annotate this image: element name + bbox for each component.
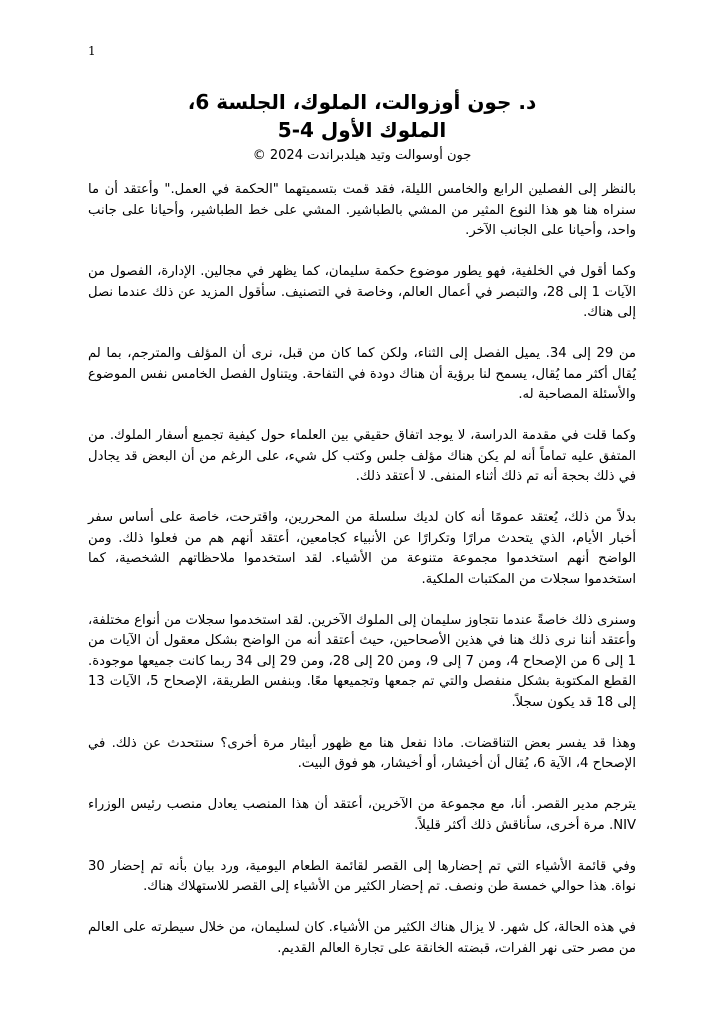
paragraph-4: وكما قلت في مقدمة الدراسة، لا يوجد اتفاق حقيقي بين العلماء حول كيفية تجميع أسفار الملوك. من المتفق عليه تماماً أنه لم يكن هناك مؤلف جلس وكتب كل شيء، على الرغم من أن البعض قد يجادل في ذلك بحجة أنه تم ذلك أثناء المنفى. لا أعتقد ذلك. bbox=[88, 428, 636, 484]
document-title bbox=[90, 88, 634, 144]
title-line-2: الملوك الأول 4-5 bbox=[277, 118, 447, 142]
paragraph-1: بالنظر إلى الفصلين الرابع والخامس الليلة، فقد قمت بتسميتهما "الحكمة في العمل." وأعتقد أن ما سنراه هنا هو هذا النوع المثير من المشي بالطباشير. المشي على خط الطباشير، وأحيانا على جانب واحد، وأحيانا على الجانب الآخر. bbox=[88, 182, 636, 238]
paragraph-7: وهذا قد يفسر بعض التناقضات. ماذا نفعل هنا مع ظهور أبيثار مرة أخرى؟ سنتحدث عن ذلك. في الإصحاح 4، الآية 6، يُقال أن أخيشار، أو أخيشار، هو فوق البيت. bbox=[88, 735, 636, 771]
paragraph-5: بدلاً من ذلك، يُعتقد عمومًا أنه كان لديك سلسلة من المحررين، واقترحت، خاصة على أساس سفر أخبار الأيام، الذي يتحدث مرارًا وتكرارًا عن الأنبياء كجامعين، أعتقد أنهم هم من فعلوا ذلك. ومن الواضح أنهم استخدموا مجموعة متنوعة من الأشياء. لقد استخدموا ملاحظاتهم الشخصية، كما استخدموا سجلات من المكتبات الملكية. bbox=[88, 510, 636, 587]
document-body bbox=[88, 180, 636, 980]
page-number: 1 bbox=[88, 44, 96, 58]
paragraph-9: وفي قائمة الأشياء التي تم إحضارها إلى القصر لقائمة الطعام اليومية، ورد بيان بأنه تم إحضار 30 نواة. هذا حوالي خمسة طن ونصف. تم إحضار الكثير من الأشياء إلى القصر للاستهلاك هناك. bbox=[88, 858, 636, 894]
paragraph-6: وسنرى ذلك خاصةً عندما نتجاوز سليمان إلى الملوك الآخرين. لقد استخدموا سجلات من أنواع مختلفة، وأعتقد أننا نرى ذلك هنا في هذين الأصحاحين، حيث أعتقد أنه من الواضح بشكل معقول أن الآيات من 1 إلى 6 من الإصحاح 4، ومن 7 إلى 9، ومن 20 إلى 28، ومن 29 إلى 34 ربما كانت جميعها موجودة. القطع المكتوبة بشكل منفصل والتي تم جمعها وتجميعها معًا. وبنفس الطريقة، الإصحاح 5، الآيات 13 إلى 18 قد يكون سجلاً. bbox=[88, 612, 636, 710]
paragraph-2: وكما أقول في الخلفية، فهو يطور موضوع حكمة سليمان، كما يظهر في مجالين. الإدارة، الفصول من الآيات 1 إلى 28، والتبصر في أعمال العالم، وخاصة في التصنيف. سأقول المزيد عن ذلك عندما نصل إلى هناك. bbox=[88, 264, 637, 320]
title-line-1: د. جون أوزوالت، الملوك، الجلسة 6، bbox=[187, 90, 537, 114]
paragraph-10: في هذه الحالة، كل شهر. لا يزال هناك الكثير من الأشياء. كان لسليمان، من خلال سيطرته على العالم من مصر حتى نهر الفرات، قبضته الخانقة على تجارة العالم القديم. bbox=[88, 920, 636, 956]
copyright-line: جون أوسوالت وتيد هيلدبراندت 2024 © bbox=[252, 148, 472, 163]
paragraph-3: من 29 إلى 34. يميل الفصل إلى الثناء، ولكن كما كان من قبل، نرى أن المؤلف والمترجم، بما لم يُقال أكثر مما يُقال، يسمح لنا برؤية أن هناك دودة في التفاحة. ويتناول الفصل الخامس نفس الموضوع والأسئلة المصاحبة له. bbox=[88, 346, 636, 402]
paragraph-8: يترجم مدير القصر. أنا، مع مجموعة من الآخرين، أعتقد أن هذا المنصب يعادل منصب رئيس الوزراء NIV. مرة أخرى، سأناقش ذلك أكثر قليلاً. bbox=[88, 797, 636, 833]
